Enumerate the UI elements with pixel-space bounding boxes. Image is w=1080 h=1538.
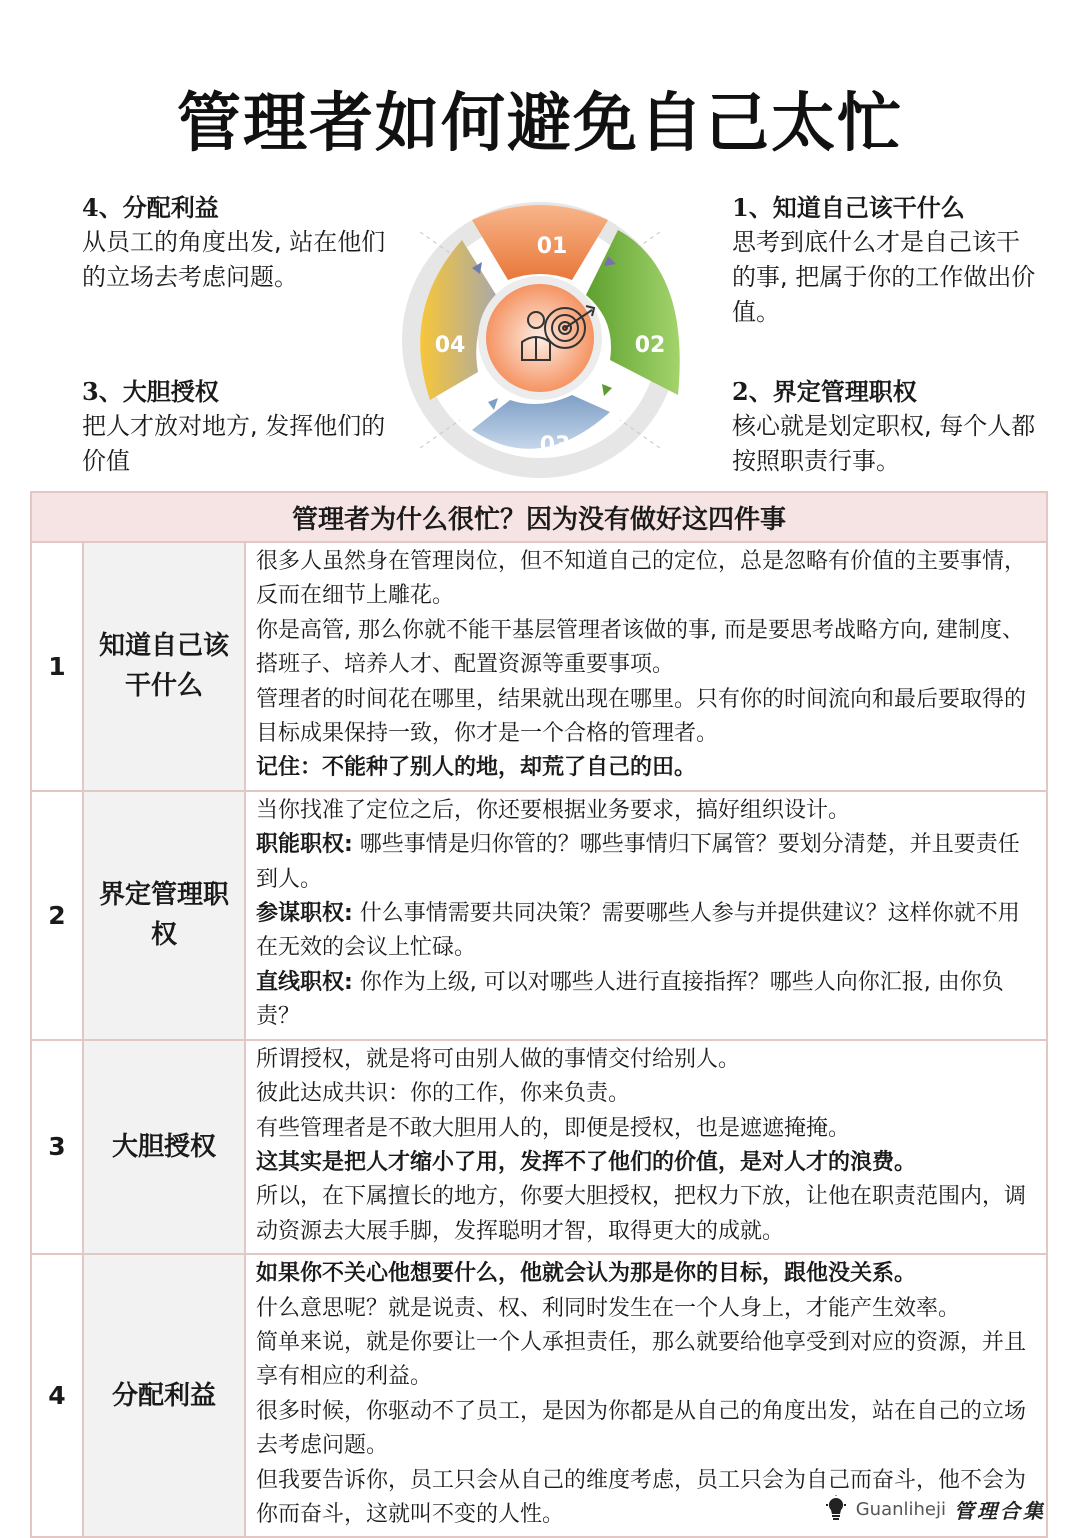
wheel-label-03: 03 xyxy=(539,433,571,458)
row-paragraph-emphasis: 这其实是把人才缩小了用，发挥不了他们的价值，是对人才的浪费。 xyxy=(256,1149,917,1175)
table-header-row xyxy=(31,492,1047,542)
row-paragraph-emphasis: 记住：不能种了别人的地，却荒了自己的田。 xyxy=(256,755,697,781)
row-paragraph-emphasis: 如果你不关心他想要什么，他就会认为那是你的目标，跟他没关系。 xyxy=(256,1261,917,1287)
row-paragraph xyxy=(256,683,1038,752)
table-row xyxy=(31,1040,1047,1254)
row-content xyxy=(245,1040,1047,1254)
row-topic: 知道自己该干什么 xyxy=(83,542,245,791)
row-number: 3 xyxy=(31,1040,83,1254)
row-paragraph-emphasis: 参谋职权: xyxy=(256,901,353,927)
footer-brand xyxy=(824,1494,1046,1524)
row-paragraph xyxy=(256,545,1038,614)
row-content xyxy=(245,542,1047,791)
table-row xyxy=(31,542,1047,791)
row-topic: 分配利益 xyxy=(83,1254,245,1537)
row-paragraph-text: 管理者的时间花在哪里，结果就出现在哪里。只有你的时间流向和最后要取得的目标成果保持一致，你才是一个合格的管理者。 xyxy=(256,686,1027,747)
row-topic: 界定管理职权 xyxy=(83,791,245,1040)
note-bold-delegation xyxy=(82,374,392,479)
row-paragraph xyxy=(256,897,1038,966)
row-paragraph xyxy=(256,1180,1038,1249)
note-allocate-benefits xyxy=(82,190,392,295)
note-body: 从员工的角度出发, 站在他们的立场去考虑问题。 xyxy=(82,228,386,291)
row-paragraph-emphasis: 职能职权: xyxy=(256,832,353,858)
note-body: 把人才放对地方, 发挥他们的价值 xyxy=(82,412,386,475)
row-number: 4 xyxy=(31,1254,83,1537)
row-paragraph xyxy=(256,1146,1038,1180)
reasons-table xyxy=(30,491,1048,1538)
row-paragraph-text: 彼此达成共识：你的工作，你来负责。 xyxy=(256,1081,631,1107)
row-paragraph-text: 哪些事情是归你管的？哪些事情归下属管？要划分清楚，并且要责任到人。 xyxy=(256,832,1020,892)
row-paragraph-text: 当你找准了定位之后，你还要根据业务要求，搞好组织设计。 xyxy=(256,797,851,823)
table-header: 管理者为什么很忙？因为没有做好这四件事 xyxy=(31,492,1047,542)
row-content xyxy=(245,791,1047,1040)
table-row xyxy=(31,791,1047,1040)
row-topic: 大胆授权 xyxy=(83,1040,245,1254)
row-paragraph-text: 但我要告诉你，员工只会从自己的维度考虑，员工只会为自己而奋斗，他不会为你而奋斗，这就叫不变的人性。 xyxy=(256,1467,1027,1527)
row-paragraph xyxy=(256,794,1038,828)
row-paragraph-text: 什么意思呢？就是说责、权、利同时发生在一个人身上，才能产生效率。 xyxy=(256,1295,961,1321)
row-paragraph-text: 你作为上级, 可以对哪些人进行直接指挥？哪些人向你汇报, 由你负责？ xyxy=(256,969,1004,1030)
note-heading: 4、分配利益 xyxy=(82,193,219,222)
row-number: 1 xyxy=(31,542,83,791)
wheel-label-02: 02 xyxy=(634,333,666,358)
row-paragraph-text: 简单来说，就是你要让一个人承担责任，那么就要给他享受到对应的资源，并且享有相应的利益。 xyxy=(256,1329,1027,1390)
row-paragraph-text: 所谓授权，就是将可由别人做的事情交付给别人。 xyxy=(256,1046,741,1072)
wheel-label-01: 01 xyxy=(536,234,568,259)
row-paragraph xyxy=(256,966,1038,1035)
row-paragraph xyxy=(256,828,1038,897)
row-paragraph-text: 很多时候，你驱动不了员工，是因为你都是从自己的角度出发，站在自己的立场去考虑问题。 xyxy=(256,1398,1027,1459)
note-body: 思考到底什么才是自己该干的事, 把属于你的工作做出价值。 xyxy=(732,228,1036,326)
row-paragraph xyxy=(256,751,1038,785)
lightbulb-icon xyxy=(824,1495,848,1523)
row-paragraph-text: 你是高管, 那么你就不能干基层管理者该做的事, 而是要思考战略方向, 建制度、搭班子、培养人才、配置资源等重要事项。 xyxy=(256,617,1024,678)
row-paragraph-text: 有些管理者是不敢大胆用人的，即便是授权，也是遮遮掩掩。 xyxy=(256,1115,851,1141)
note-body: 核心就是划定职权, 每个人都按照职责行事。 xyxy=(732,412,1036,475)
row-paragraph-text: 所以，在下属擅长的地方，你要大胆授权，把权力下放，让他在职责范围内，调动资源去大展手脚，发挥聪明才智，取得更大的成就。 xyxy=(256,1184,1027,1244)
row-paragraph xyxy=(256,614,1038,683)
row-paragraph xyxy=(256,1292,1038,1326)
note-heading: 3、大胆授权 xyxy=(82,377,219,406)
note-heading: 2、界定管理职权 xyxy=(732,377,917,406)
row-paragraph-text: 什么事情需要共同决策？需要哪些人参与并提供建议？这样你就不用在无效的会议上忙碌。 xyxy=(256,901,1020,961)
row-paragraph-text: 很多人虽然身在管理岗位，但不知道自己的定位，总是忽略有价值的主要事情，反而在细节上雕花。 xyxy=(256,549,1027,609)
note-know-what-to-do xyxy=(732,190,1042,330)
row-number: 2 xyxy=(31,791,83,1040)
brand-name-latin: Guanliheji xyxy=(855,1498,946,1520)
four-step-wheel-diagram xyxy=(360,190,720,480)
note-heading: 1、知道自己该干什么 xyxy=(732,193,965,222)
row-paragraph xyxy=(256,1326,1038,1395)
note-define-authority xyxy=(732,374,1042,479)
row-paragraph xyxy=(256,1112,1038,1146)
row-paragraph-emphasis: 直线职权: xyxy=(256,969,353,995)
row-paragraph xyxy=(256,1043,1038,1077)
page-title: 管理者如何避免自己太忙 xyxy=(177,86,903,161)
wheel-label-04: 04 xyxy=(434,333,466,358)
row-paragraph xyxy=(256,1077,1038,1111)
row-paragraph xyxy=(256,1395,1038,1464)
brand-name-chinese: 管理合集 xyxy=(954,1498,1046,1523)
row-paragraph xyxy=(256,1257,1038,1291)
